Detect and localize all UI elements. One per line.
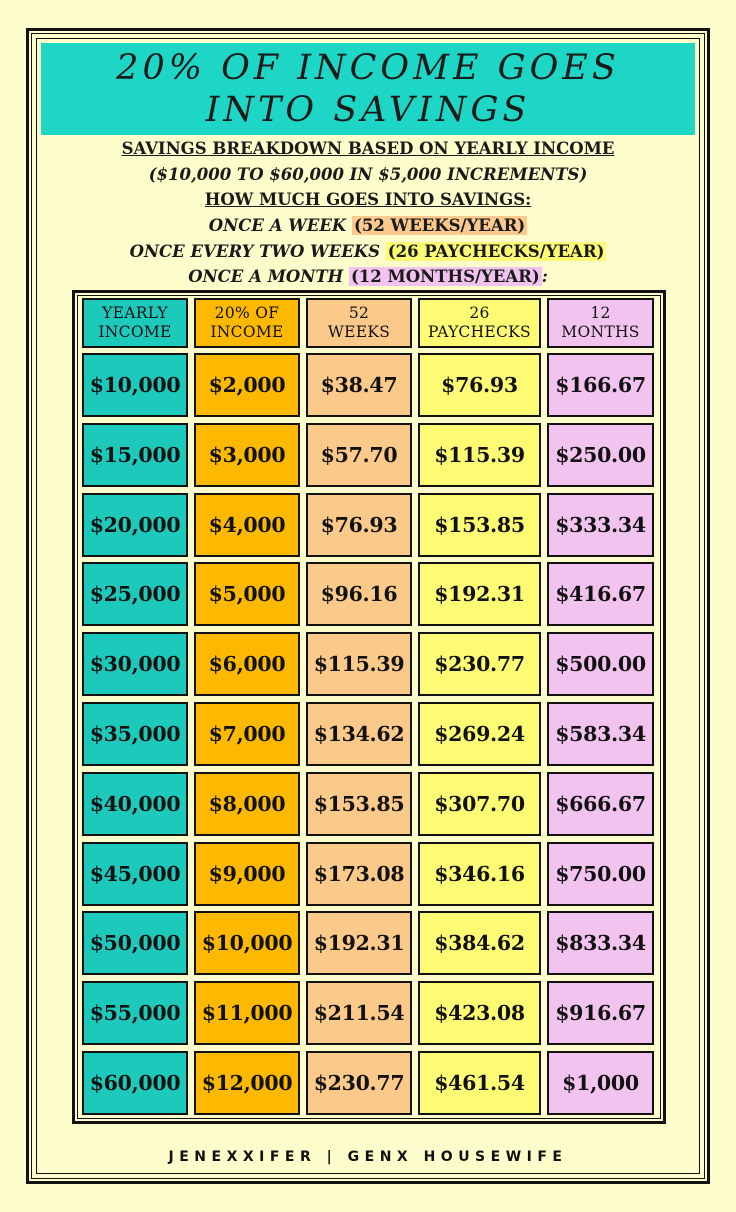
- intro-monthly-highlight: (12 MONTHS/YEAR): [350, 267, 540, 287]
- cell-monthly: $1,000: [547, 1051, 654, 1115]
- cell-weekly: $57.70: [306, 423, 412, 487]
- intro-subheading: HOW MUCH GOES INTO SAVINGS:: [204, 190, 532, 210]
- header-twenty-percent: 20% OF INCOME: [194, 298, 300, 348]
- cell-twenty-percent: $11,000: [194, 981, 300, 1045]
- intro-monthly-colon: :: [541, 267, 548, 287]
- intro-heading: SAVINGS BREAKDOWN BASED ON YEARLY INCOME: [121, 139, 615, 158]
- cell-weekly: $134.62: [306, 702, 412, 766]
- cell-twenty-percent: $12,000: [194, 1051, 300, 1115]
- intro-weekly: [41, 213, 695, 239]
- cell-yearly-income: $25,000: [82, 562, 188, 626]
- intro-monthly-label: ONCE A MONTH: [188, 267, 349, 287]
- intro-weekly-highlight: (52 WEEKS/YEAR): [354, 216, 526, 236]
- footer-credit: JENEXXIFER | GENX HOUSEWIFE: [168, 1149, 568, 1165]
- cell-biweekly: $230.77: [418, 632, 541, 696]
- cell-biweekly: $346.16: [418, 842, 541, 906]
- cell-yearly-income: $15,000: [82, 423, 188, 487]
- cell-yearly-income: $30,000: [82, 632, 188, 696]
- cell-weekly: $173.08: [306, 842, 412, 906]
- cell-twenty-percent: $5,000: [194, 562, 300, 626]
- cell-yearly-income: $60,000: [82, 1051, 188, 1115]
- cell-monthly: $500.00: [547, 632, 654, 696]
- cell-monthly: $666.67: [547, 772, 654, 836]
- cell-monthly: $750.00: [547, 842, 654, 906]
- cell-twenty-percent: $6,000: [194, 632, 300, 696]
- cell-weekly: $38.47: [306, 353, 412, 417]
- header-yearly-income: YEARLY INCOME: [82, 298, 188, 348]
- cell-yearly-income: $50,000: [82, 911, 188, 975]
- cell-weekly: $115.39: [306, 632, 412, 696]
- cell-monthly: $333.34: [547, 493, 654, 557]
- cell-weekly: $76.93: [306, 493, 412, 557]
- header-weekly: 52 WEEKS: [306, 298, 412, 348]
- intro-text: [41, 136, 695, 290]
- intro-monthly: [41, 264, 695, 290]
- cell-twenty-percent: $7,000: [194, 702, 300, 766]
- cell-biweekly: $153.85: [418, 493, 541, 557]
- cell-yearly-income: $20,000: [82, 493, 188, 557]
- cell-twenty-percent: $2,000: [194, 353, 300, 417]
- cell-biweekly: $269.24: [418, 702, 541, 766]
- cell-weekly: $211.54: [306, 981, 412, 1045]
- cell-yearly-income: $55,000: [82, 981, 188, 1045]
- cell-twenty-percent: $3,000: [194, 423, 300, 487]
- intro-weekly-label: ONCE A WEEK: [208, 216, 353, 236]
- cell-biweekly: $461.54: [418, 1051, 541, 1115]
- header-monthly: 12 MONTHS: [547, 298, 654, 348]
- cell-biweekly: $115.39: [418, 423, 541, 487]
- cell-twenty-percent: $10,000: [194, 911, 300, 975]
- cell-yearly-income: $40,000: [82, 772, 188, 836]
- title-banner: [41, 43, 695, 135]
- cell-yearly-income: $10,000: [82, 353, 188, 417]
- cell-yearly-income: $45,000: [82, 842, 188, 906]
- intro-range: ($10,000 TO $60,000 IN $5,000 INCREMENTS): [148, 164, 588, 184]
- cell-monthly: $250.00: [547, 423, 654, 487]
- cell-twenty-percent: $4,000: [194, 493, 300, 557]
- cell-monthly: $833.34: [547, 911, 654, 975]
- page-title: 20% OF INCOME GOES INTO SAVINGS: [116, 48, 620, 130]
- cell-biweekly: $384.62: [418, 911, 541, 975]
- cell-yearly-income: $35,000: [82, 702, 188, 766]
- cell-biweekly: $192.31: [418, 562, 541, 626]
- cell-biweekly: $423.08: [418, 981, 541, 1045]
- cell-twenty-percent: $8,000: [194, 772, 300, 836]
- cell-biweekly: $76.93: [418, 353, 541, 417]
- cell-weekly: $230.77: [306, 1051, 412, 1115]
- cell-monthly: $166.67: [547, 353, 654, 417]
- cell-monthly: $583.34: [547, 702, 654, 766]
- cell-monthly: $916.67: [547, 981, 654, 1045]
- intro-biweekly: [41, 239, 695, 265]
- cell-twenty-percent: $9,000: [194, 842, 300, 906]
- cell-weekly: $96.16: [306, 562, 412, 626]
- intro-biweekly-label: ONCE EVERY TWO WEEKS: [129, 241, 386, 261]
- header-biweekly: 26 PAYCHECKS: [418, 298, 541, 348]
- cell-monthly: $416.67: [547, 562, 654, 626]
- cell-weekly: $153.85: [306, 772, 412, 836]
- cell-biweekly: $307.70: [418, 772, 541, 836]
- intro-biweekly-highlight: (26 PAYCHECKS/YEAR): [387, 241, 605, 261]
- cell-weekly: $192.31: [306, 911, 412, 975]
